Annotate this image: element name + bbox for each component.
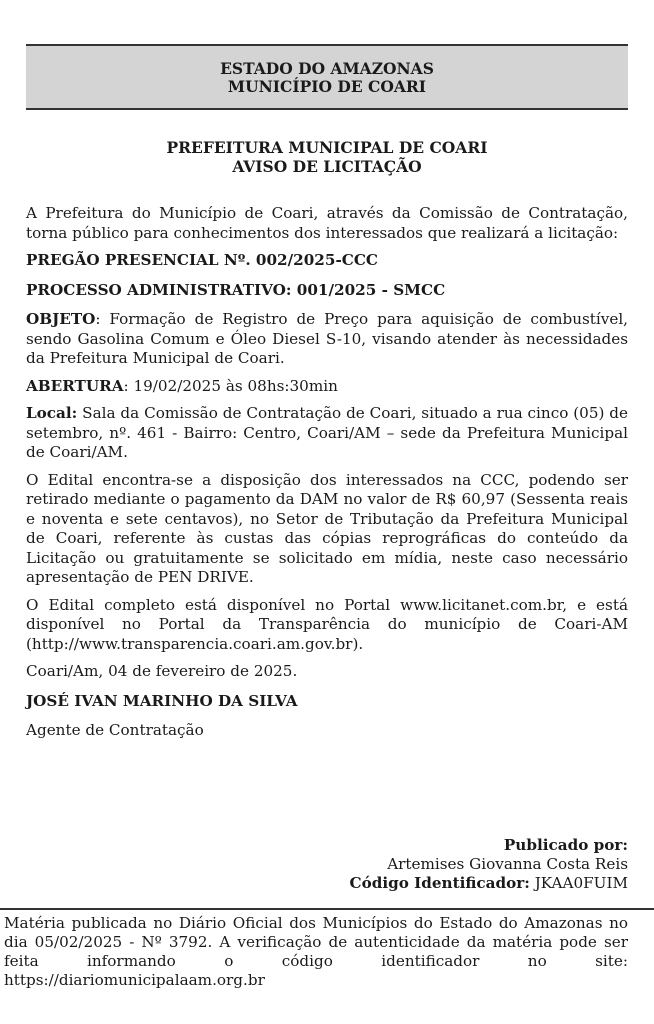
title-line-2: AVISO DE LICITAÇÃO [232, 157, 422, 176]
notice-title [26, 138, 628, 176]
header-banner [26, 44, 628, 110]
publisher-block [26, 836, 628, 893]
publisher-label: Publicado por: [503, 836, 628, 854]
signer-name: JOSÉ IVAN MARINHO DA SILVA [26, 691, 298, 710]
code-line [26, 874, 628, 893]
date-line: Coari/Am, 04 de fevereiro de 2025. [26, 662, 298, 680]
publisher-name: Artemises Giovanna Costa Reis [387, 855, 628, 873]
local-label: Local: [26, 404, 78, 422]
code-label: Código Identificador: [349, 874, 530, 892]
abertura-label: ABERTURA [26, 376, 124, 395]
pregao-line: PREGÃO PRESENCIAL Nº. 002/2025-CCC [26, 251, 379, 269]
footer-note: Matéria publicada no Diário Oficial dos Municípios do Estado do Amazonas no dia 05/02/2025 - Nº 3792. A verificação de autenticidade da matéria pode ser feita informando o código identificador no site: https://diariomunicipalaam.org.br [4, 914, 628, 989]
header-state: ESTADO DO AMAZONAS [220, 59, 434, 78]
abertura-paragraph [26, 377, 628, 397]
processo-line: PROCESSO ADMINISTRATIVO: 001/2025 - SMCC [26, 280, 446, 299]
title-line-1: PREFEITURA MUNICIPAL DE COARI [166, 138, 488, 157]
edital-paragraph: O Edital encontra-se a disposição dos interessados na CCC, podendo ser retirado mediante o pagamento da DAM no valor de R$ 60,97 (Sessenta reais e noventa e sete centavos), no Setor de Tributação da Prefeitura Municipal de Coari, referente às custas das cópias reprográficas do conteúdo da Licitação ou gratuitamente se solicitado em mídia, neste caso necessário apresentação de PEN DRIVE. [26, 470, 628, 586]
notice-body [26, 204, 628, 749]
divider [0, 908, 654, 910]
edital-completo-paragraph: O Edital completo está disponível no Portal www.licitanet.com.br, e está disponível no Portal da Transparência do município de Coari-AM (http://www.transparencia.coari.am.gov.br). [26, 595, 628, 653]
intro-paragraph: A Prefeitura do Município de Coari, através da Comissão de Contratação, torna público para conhecimentos dos interessados que realizará a licitação: [26, 204, 628, 242]
objeto-paragraph [26, 310, 628, 369]
local-text: Sala da Comissão de Contratação de Coari, situado a rua cinco (05) de setembro, nº. 461 - Bairro: Centro, Coari/AM – sede da Prefeitura Municipal de Coari/AM. [26, 404, 628, 461]
header-municipality: MUNICÍPIO DE COARI [227, 77, 427, 96]
code-value: JKAA0FUIM [534, 874, 628, 892]
signer-role: Agente de Contratação [26, 721, 204, 739]
objeto-text: : Formação de Registro de Preço para aquisição de combustível, sendo Gasolina Comum e Óleo Diesel S-10, visando atender às necessidades da Prefeitura Municipal de Coari. [26, 310, 628, 367]
abertura-text: : 19/02/2025 às 08hs:30min [123, 376, 338, 395]
objeto-label: OBJETO [26, 310, 96, 328]
local-paragraph [26, 404, 628, 463]
